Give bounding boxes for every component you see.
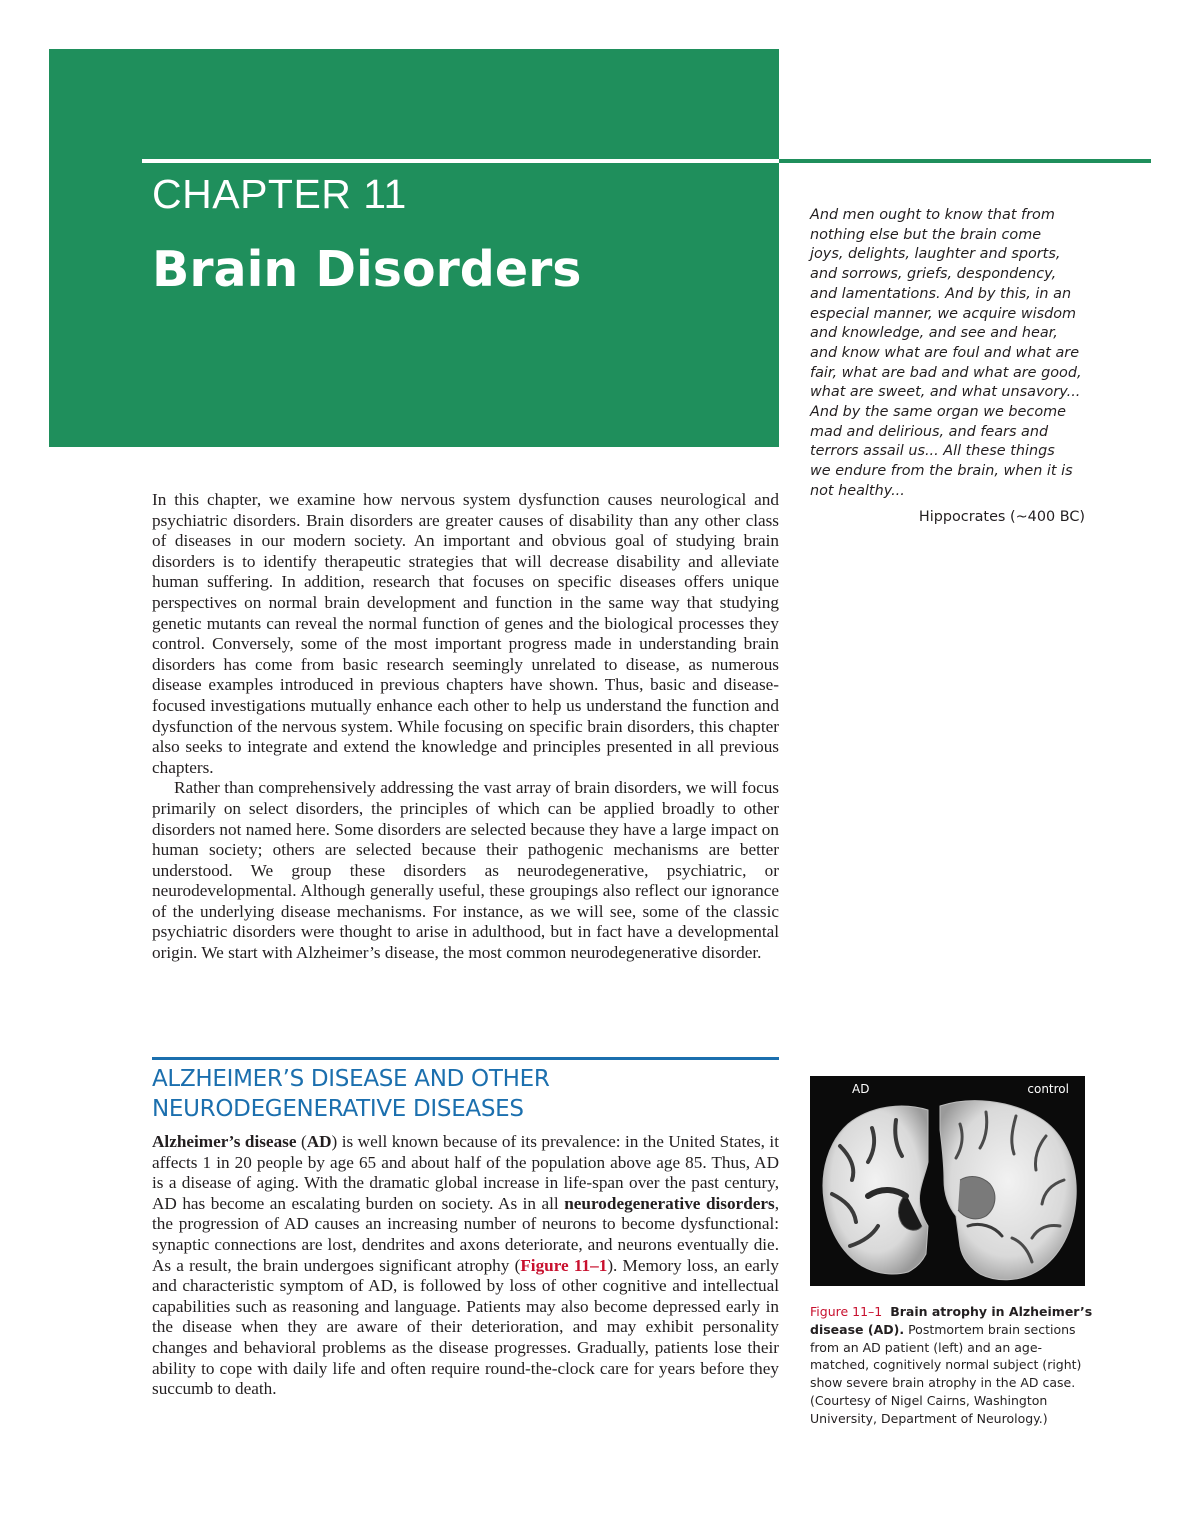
epigraph-line: terrors assail us... All these things — [810, 443, 1055, 460]
figure-label-ad: AD — [852, 1082, 870, 1096]
caption-figure-number: Figure 11–1 — [810, 1304, 883, 1319]
section-text — [152, 1132, 779, 1400]
brain-section-image — [810, 1076, 1085, 1286]
key-term-ad: AD — [306, 1132, 332, 1151]
ad-brain-section — [823, 1106, 928, 1274]
intro-text — [152, 490, 779, 964]
epigraph-line: And by the same organ we become — [810, 404, 1066, 421]
figure-label-control: control — [1027, 1082, 1069, 1096]
epigraph-line: And men ought to know that from — [810, 207, 1055, 223]
caption-line: from an AD patient (left) and an age- — [810, 1339, 1043, 1355]
epigraph-line: and lamentations. And by this, in an — [810, 285, 1072, 302]
caption-line: (Courtesy of Nigel Cairns, Washington — [810, 1392, 1048, 1408]
chapter-label: CHAPTER 11 — [152, 171, 407, 217]
epigraph-line: especial manner, we acquire wisdom — [810, 305, 1077, 322]
section-heading-line-1: ALZHEIMER’S DISEASE AND OTHER — [152, 1066, 550, 1092]
caption-title-part-2: disease (AD). — [810, 1321, 905, 1337]
banner-rule — [142, 159, 779, 163]
intro-paragraph-2: Rather than comprehensively addressing the vast array of brain disorders, we will focus primarily on select disorders, the principles of which can be applied broadly to other disorders not named here. Some disorders are selected because they have a large impact on human society; others are selected because their pathogenic mechanisms are better understood. We group these disorders as neurodegenerative, psychiatric, or neurodevelopmental. Although generally useful, these groupings also reflect our ignorance of the underlying disease mechanisms. For instance, as we will see, some of the classic psychiatric disorders were thought to arise in adulthood, but in fact have a developmental origin. We start with Alzheimer’s disease, the most common neurodegenerative disorder. — [152, 778, 779, 963]
caption-line — [810, 1303, 1092, 1321]
caption-text: Postmortem brain sections — [908, 1321, 1076, 1337]
key-term-neurodegenerative: neurodegenerative disorders — [564, 1193, 775, 1213]
epigraph-line: not healthy... — [810, 482, 905, 499]
caption-line: show severe brain atrophy in the AD case. — [810, 1375, 1076, 1391]
epigraph-line: joys, delights, laughter and sports, — [810, 246, 1061, 263]
epigraph-line: fair, what are bad and what are good, — [810, 364, 1082, 381]
key-term-alzheimers: Alzheimer’s disease — [152, 1132, 297, 1151]
epigraph-line: and knowledge, and see and hear, — [810, 325, 1058, 342]
section-text-2: , the progression of AD causes an increasing number of neurons to become dysfunctional: synaptic connections are lost, dendrites and axons deteriorate, and neurons eventually die. As a result, the brain undergoes significant atrophy ( — [152, 1193, 779, 1275]
epigraph-line: we endure from the brain, when it is — [810, 463, 1073, 480]
epigraph — [810, 206, 1110, 502]
brain-sections-figure — [810, 1076, 1085, 1286]
caption-line: University, Department of Neurology.) — [810, 1410, 1048, 1426]
epigraph-line: and know what are foul and what are — [810, 344, 1080, 361]
epigraph-attribution: Hippocrates (~400 BC) — [918, 509, 1085, 525]
figure-caption — [810, 1303, 1092, 1428]
caption-line — [810, 1321, 1092, 1339]
margin-rule — [779, 159, 1151, 163]
caption-title-part-1: Brain atrophy in Alzheimer’s — [890, 1304, 1093, 1319]
section-heading-line-2: NEURODEGENERATIVE DISEASES — [152, 1096, 524, 1122]
epigraph-line: mad and delirious, and fears and — [810, 423, 1049, 440]
paren-open: ( — [296, 1132, 307, 1151]
section-rule — [152, 1057, 779, 1060]
intro-paragraph-1: In this chapter, we examine how nervous system dysfunction causes neurological and psychiatric disorders. Brain disorders are greater causes of disability than any other class of diseases in our modern society. An important and obvious goal of studying brain disorders is to identify therapeutic strategies that will decrease disability and alleviate human suffering. In addition, research that focuses on specific diseases offers unique perspectives on normal brain development and function in the same way that studying genetic mutants can reveal the normal function of genes and the biological processes they control. Conversely, some of the most important progress made in understanding brain disorders has come from basic research seemingly unrelated to disease, as numerous disease examples introduced in previous chapters have shown. Thus, basic and disease-focused investigations mutually enhance each other to help us understand the function and dysfunction of the nervous system. While focusing on specific brain disorders, this chapter also seeks to integrate and extend the knowledge and principles presented in all previous chapters. — [152, 490, 779, 777]
epigraph-line: nothing else but the brain come — [810, 226, 1042, 243]
section-text-3: ). Memory loss, an early and characteristic symptom of AD, is followed by loss of other cognitive and intellectual capabilities such as reasoning and language. Patients may also become depressed early in the disease when they are aware of their deterioration, and may exhibit personality changes and behavioral problems as the disease progresses. Gradually, patients lose their ability to cope with daily life and often require round-the-clock care for years before they succumb to death. — [152, 1255, 779, 1399]
control-brain-section — [940, 1101, 1076, 1280]
section-heading — [152, 1064, 779, 1124]
figure-reference-link[interactable]: Figure 11–1 — [520, 1255, 608, 1275]
chapter-title: Brain Disorders — [152, 241, 582, 298]
epigraph-line: and sorrows, griefs, despondency, — [810, 266, 1057, 283]
section-paragraph — [152, 1132, 779, 1400]
section-text-1: ) is well known because of its prevalence: in the United States, it affects 1 in 20 people by age 65 and about half of the population above age 85. Thus, AD is a disease of aging. With the dramatic global increase in life-span over the past century, AD has become an escalating burden on society. As in all — [152, 1132, 779, 1213]
caption-line: matched, cognitively normal subject (right) — [810, 1357, 1082, 1373]
epigraph-line: what are sweet, and what unsavory... — [810, 384, 1081, 401]
